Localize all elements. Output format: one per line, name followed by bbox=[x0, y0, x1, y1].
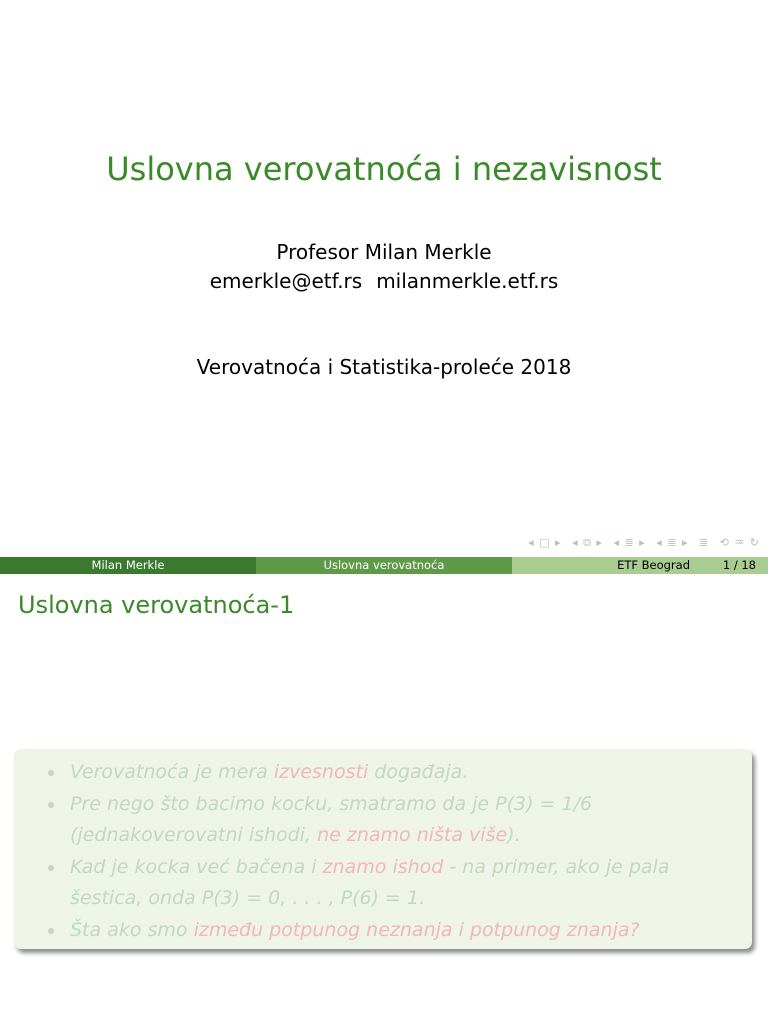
item-highlight: ne znamo ništa više bbox=[317, 824, 508, 846]
list-item bbox=[70, 915, 732, 946]
footer-short-title: Uslovna verovatnoća bbox=[256, 557, 512, 574]
item-text: Verovatnoća je mera bbox=[70, 761, 274, 783]
item-highlight: izvesnosti bbox=[273, 761, 369, 783]
nav-frame-icon[interactable]: ◂ ⧉ ▸ bbox=[572, 536, 603, 549]
item-text: Pre nego što bacimo kocku, smatramo da je P(3) = 1/6 (jednakoverovatni ishodi, bbox=[70, 793, 593, 846]
nav-subsection-icon[interactable]: ◂ ≣ ▸ bbox=[613, 536, 646, 549]
navigation-symbols bbox=[522, 536, 760, 550]
bullet-icon bbox=[48, 928, 54, 934]
footline bbox=[0, 557, 768, 574]
bullet-icon bbox=[48, 865, 54, 871]
footer-institute: ETF Beograd bbox=[617, 558, 690, 572]
item-text: Kad je kocka već bačena i bbox=[70, 856, 323, 878]
nav-document-icon[interactable]: ≣ bbox=[698, 536, 710, 549]
list-item bbox=[70, 852, 732, 914]
bullet-list bbox=[14, 749, 752, 946]
author-block bbox=[0, 238, 768, 296]
item-highlight: znamo ishod bbox=[322, 856, 444, 878]
list-item bbox=[70, 789, 732, 851]
bullet-icon bbox=[48, 802, 54, 808]
item-text: događaja. bbox=[368, 761, 469, 783]
frame-title: Uslovna verovatnoća-1 bbox=[18, 591, 295, 619]
author-name: Profesor Milan Merkle bbox=[276, 240, 492, 264]
course-name: Verovatnoća i Statistika-proleće 2018 bbox=[196, 355, 572, 379]
presentation-title: Uslovna verovatnoća i nezavisnost bbox=[106, 150, 662, 188]
bullet-icon bbox=[48, 770, 54, 776]
author-email: emerkle@etf.rs bbox=[209, 269, 363, 293]
list-item bbox=[70, 757, 732, 788]
item-text: - na primer, ako je pala šestica, onda P(3) = 0, . . . , P(6) = 1. bbox=[70, 856, 670, 909]
item-highlight: između potpunog neznanja i potpunog znanja? bbox=[193, 919, 640, 941]
content-block bbox=[14, 749, 752, 949]
author-website: milanmerkle.etf.rs bbox=[376, 269, 559, 293]
nav-slide-icon[interactable]: ◂ □ ▸ bbox=[528, 536, 562, 549]
item-text: ). bbox=[507, 824, 521, 846]
item-text: Šta ako smo bbox=[70, 919, 194, 941]
footer-page-number: 1 / 18 bbox=[722, 558, 756, 572]
footer-author: Milan Merkle bbox=[0, 557, 256, 574]
footer-right bbox=[512, 557, 768, 574]
nav-section-icon[interactable]: ◂ ≣ ▸ bbox=[656, 536, 689, 549]
nav-search-icon[interactable]: ⟲ ♒ ↻ bbox=[719, 536, 760, 549]
author-contacts bbox=[0, 267, 768, 296]
content-slide bbox=[0, 576, 768, 1024]
